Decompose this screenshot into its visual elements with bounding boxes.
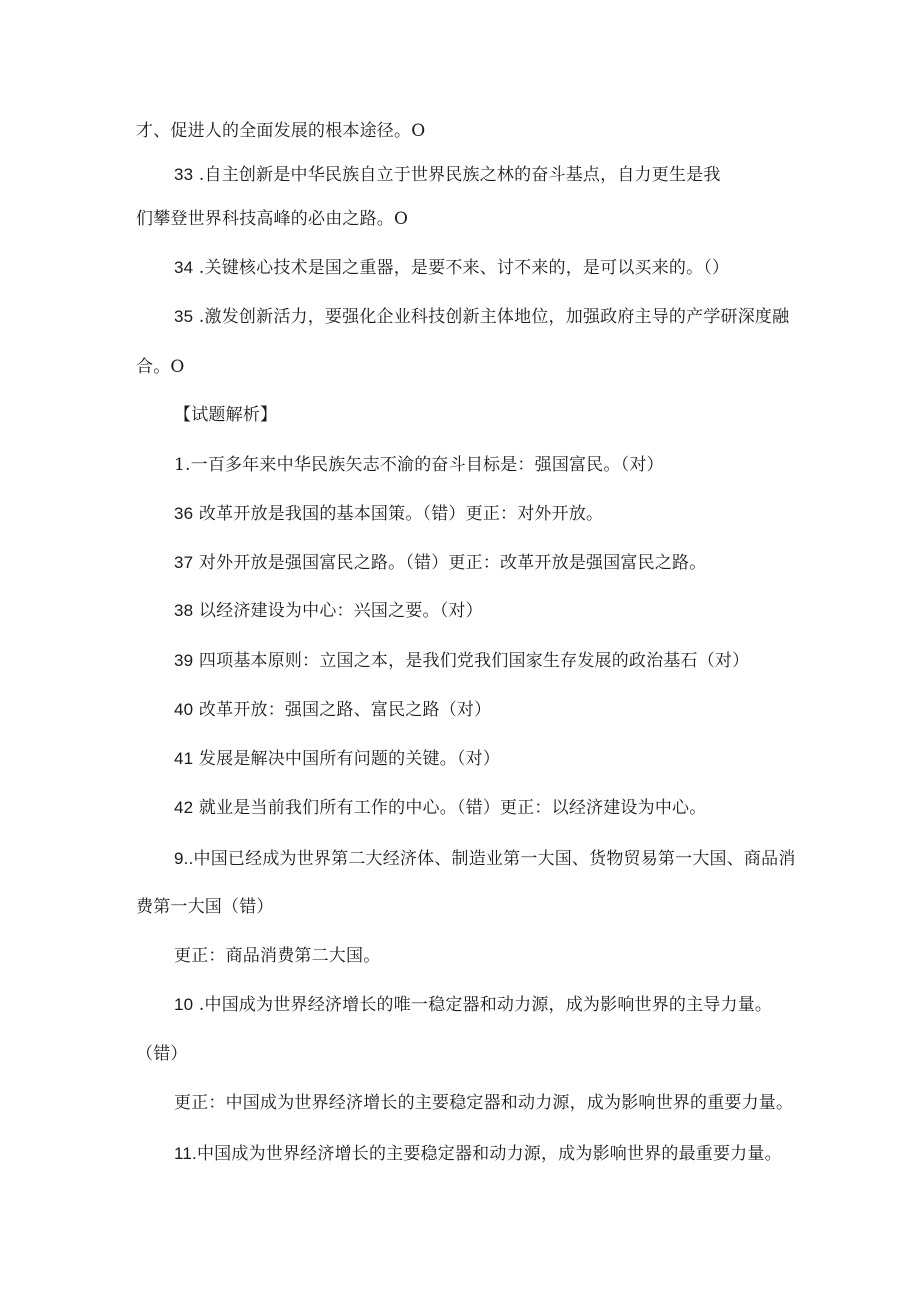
text-line-13 (174, 699, 491, 721)
line-text: 对外开放是强国富民之路。（错）更正：改革开放是强国富民之路。 (193, 553, 707, 573)
item-number: 40 (174, 700, 194, 719)
text-line-3 (136, 208, 408, 230)
text-line-18 (174, 945, 380, 967)
text-line-16 (174, 848, 796, 870)
item-number: 33 (174, 165, 194, 184)
line-text: .激发创新活力，要强化企业科技创新主体地位，加强政府主导的产学研深度融 (193, 307, 790, 327)
text-line-17 (136, 896, 274, 918)
section-heading (174, 404, 277, 426)
line-text: 就业是当前我们所有工作的中心。（错）更正：以经济建设为中心。 (193, 798, 707, 818)
text-line-10 (174, 552, 706, 574)
line-text: 才、促进人的全面发展的根本途径。O (136, 121, 426, 141)
item-number: 38 (174, 601, 194, 620)
text-line-21 (174, 1092, 793, 1114)
line-text: .自主创新是中华民族自立于世界民族之林的奋斗基点，自力更生是我 (193, 165, 721, 185)
line-text: 们攀登世界科技高峰的必由之路。O (136, 209, 409, 229)
text-line-2 (174, 164, 721, 186)
item-number: 10 (174, 995, 194, 1014)
item-number: 36 (174, 504, 194, 523)
item-number: 11. (174, 1144, 197, 1163)
line-text: 发展是解决中国所有问题的关键。（对） (193, 749, 501, 769)
line-text: 中国已经成为世界第二大经济体、制造业第一大国、货物贸易第一大国、商品消 (193, 849, 796, 869)
line-text: .中国成为世界经济增长的唯一稳定器和动力源，成为影响世界的主导力量。 (193, 995, 773, 1015)
line-text: 中国成为世界经济增长的主要稳定器和动力源，成为影响世界的最重要力量。 (196, 1144, 782, 1164)
line-text: （错） (136, 1044, 188, 1064)
item-number: 39 (174, 651, 194, 670)
line-text: 费第一大国（错） (136, 897, 274, 917)
line-text: 更正：中国成为世界经济增长的主要稳定器和动力源，成为影响世界的重要力量。 (174, 1093, 794, 1113)
line-text: 【试题解析】 (174, 405, 278, 425)
line-text: 更正：商品消费第二大国。 (174, 946, 381, 966)
text-line-15 (174, 797, 706, 819)
line-text: 以经济建设为中心：兴国之要。（对） (193, 601, 483, 621)
line-text: .关键核心技术是国之重器，是要不来、讨不来的，是可以买来的。（） (193, 258, 730, 278)
text-line-12 (174, 650, 749, 672)
text-line-22 (174, 1143, 782, 1165)
text-line-20 (136, 1043, 188, 1065)
item-number: 34 (174, 258, 194, 277)
text-line-5 (174, 306, 789, 328)
text-line-11 (174, 600, 483, 622)
text-line-6 (136, 356, 185, 378)
text-line-1 (136, 120, 425, 142)
line-text: 1.一百多年来中华民族矢志不渝的奋斗目标是：强国富民。（对） (174, 455, 664, 475)
item-number: 41 (174, 749, 194, 768)
item-number: 9.. (174, 849, 194, 868)
item-number: 37 (174, 553, 194, 572)
text-line-14 (174, 748, 500, 770)
text-line-8 (174, 454, 664, 476)
text-line-9 (174, 503, 603, 525)
text-line-19 (174, 994, 772, 1016)
line-text: 合。O (136, 357, 185, 377)
item-number: 42 (174, 798, 194, 817)
line-text: 改革开放是我国的基本国策。（错）更正：对外开放。 (193, 504, 604, 524)
line-text: 四项基本原则：立国之本，是我们党我们国家生存发展的政治基石（对） (193, 651, 750, 671)
text-line-4 (174, 257, 729, 279)
line-text: 改革开放：强国之路、富民之路（对） (193, 700, 492, 720)
item-number: 35 (174, 307, 194, 326)
